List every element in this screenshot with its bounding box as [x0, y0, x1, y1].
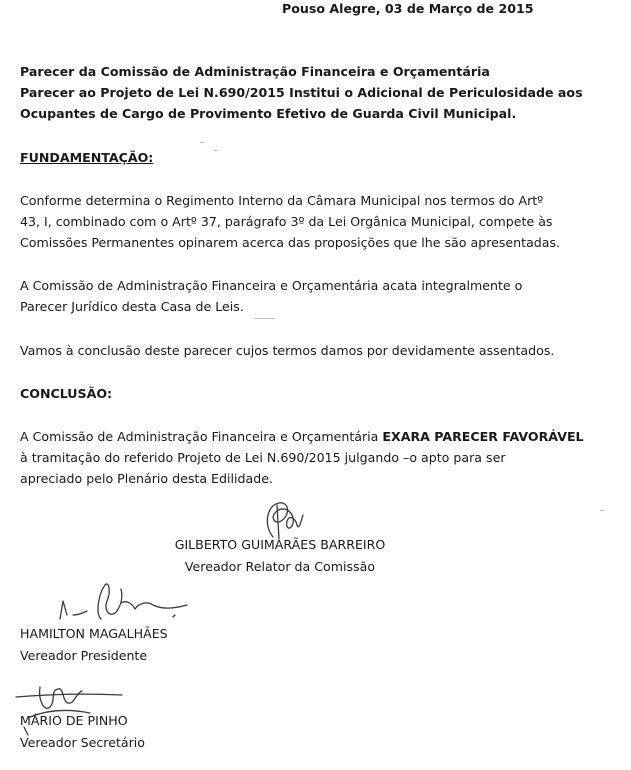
scan-speck [214, 150, 217, 151]
signatory-name-relator: GILBERTO GUIMARÃES BARREIRO [174, 537, 386, 552]
signature-presidente [55, 575, 195, 630]
signatory-role-relator: Vereador Relator da Comissão [184, 559, 376, 574]
paragraph-line: Vamos à conclusão deste parecer cujos termos damos por devidamente assentados. [20, 343, 555, 358]
signatory-role-presidente: Vereador Presidente [20, 648, 148, 663]
title-line-commission: Parecer da Comissão de Administração Financeira e Orçamentária [20, 64, 490, 79]
paragraph-line: Parecer Jurídico desta Casa de Leis. [20, 299, 244, 314]
section-heading-conclusao: CONCLUSÃO: [20, 386, 113, 401]
conclusion-text: A Comissão de Administração Financeira e Orçamentária [20, 429, 383, 444]
paragraph-line: Comissões Permanentes opinarem acerca das proposições que lhe são apresentadas. [20, 235, 561, 250]
conclusion-line-3: apreciado pelo Plenário desta Edilidade. [20, 471, 273, 486]
document-date: Pouso Alegre, 03 de Março de 2015 [282, 1, 534, 16]
section-heading-fundamentacao: FUNDAMENTAÇÃO: [20, 150, 154, 165]
signatory-name-presidente: HAMILTON MAGALHÃES [20, 626, 168, 641]
title-line-bill: Parecer ao Projeto de Lei N.690/2015 Institui o Adicional de Periculosidade aos [20, 85, 583, 100]
paragraph-line: Conforme determina o Regimento Interno da Câmara Municipal nos termos do Artº [20, 193, 544, 208]
conclusion-verdict: EXARA PARECER FAVORÁVEL [382, 429, 584, 444]
signatory-name-secretario: MÁRIO DE PINHO [20, 713, 128, 728]
paragraph-line: 43, I, combinado com o Artº 37, parágrafo 3º da Lei Orgânica Municipal, compete às [20, 214, 553, 229]
title-line-bill-continued: Ocupantes de Cargo de Provimento Efetivo de Guarda Civil Municipal. [20, 106, 517, 121]
scan-speck [255, 318, 275, 319]
scan-speck [600, 510, 604, 511]
conclusion-line-2: à tramitação do referido Projeto de Lei N.690/2015 julgando –o apto para ser [20, 450, 506, 465]
paragraph-line: A Comissão de Administração Financeira e Orçamentária acata integralmente o [20, 278, 523, 293]
scan-speck [200, 142, 204, 143]
signatory-role-secretario: Vereador Secretário [20, 735, 145, 750]
conclusion-line-1 [20, 429, 584, 445]
